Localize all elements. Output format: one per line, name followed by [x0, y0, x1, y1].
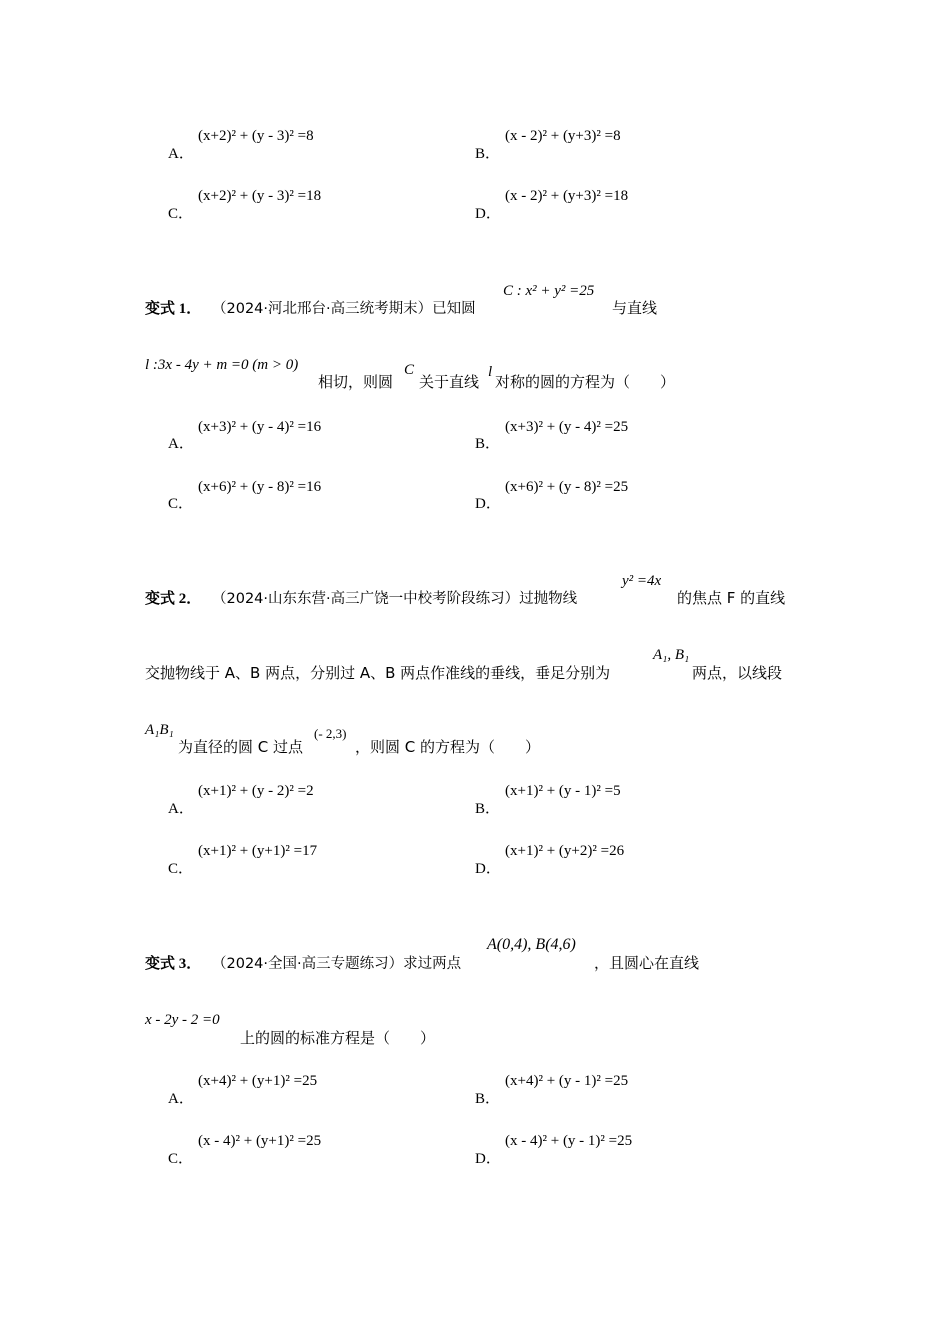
question-text: 上的圆的标准方程是（ ） — [240, 1029, 436, 1047]
option-formula: (x+3)² + (y - 4)² =16 — [198, 419, 322, 435]
option-label: C． — [168, 1151, 194, 1167]
option-label: D． — [475, 861, 501, 877]
option-formula: (x - 4)² + (y+1)² =25 — [198, 1133, 322, 1149]
parabola-equation: y² =4x — [622, 573, 662, 589]
option-label: D． — [475, 496, 501, 512]
option-label: B． — [475, 146, 501, 162]
points-ab: A(0,4), B(4,6) — [487, 936, 576, 953]
symbol-l: l — [488, 364, 493, 380]
option-formula: (x+2)² + (y - 3)² =18 — [198, 188, 322, 204]
option-formula: (x+1)² + (y+1)² =17 — [198, 843, 318, 859]
question-text: 交抛物线于 A、B 两点，分别过 A、B 两点作准线的垂线，垂足分别为 — [145, 664, 611, 682]
option-formula: (x+4)² + (y+1)² =25 — [198, 1073, 318, 1089]
option-label: A． — [168, 436, 194, 452]
question-text: 两点，以线段 — [692, 664, 783, 682]
option-label: B． — [475, 436, 501, 452]
option-label: A． — [168, 1091, 194, 1107]
question-number: 变式 3． — [145, 956, 202, 972]
option-label: B． — [475, 1091, 501, 1107]
option-label: D． — [475, 1151, 501, 1167]
option-formula: (x - 4)² + (y - 1)² =25 — [505, 1133, 633, 1149]
question-number: 变式 1． — [145, 301, 202, 317]
option-label: A． — [168, 801, 194, 817]
option-formula: (x+1)² + (y+2)² =26 — [505, 843, 625, 859]
question-source: （2024·河北邢台·高三统考期末）已知圆 — [212, 301, 476, 317]
option-label: B． — [475, 801, 501, 817]
option-label: D． — [475, 206, 501, 222]
circle-equation: C : x² + y² =25 — [503, 283, 595, 299]
option-label: A． — [168, 146, 194, 162]
option-formula: (x+1)² + (y - 1)² =5 — [505, 783, 621, 799]
option-formula: (x+2)² + (y - 3)² =8 — [198, 128, 314, 144]
symbol-c: C — [404, 362, 415, 378]
question-text: 的焦点 F 的直线 — [677, 589, 786, 607]
option-label: C． — [168, 496, 194, 512]
question-text: 关于直线 — [419, 373, 480, 391]
line-equation: l :3x - 4y + m =0 (m > 0) — [145, 357, 299, 373]
segment-a1b1: A₁B₁ — [145, 722, 174, 738]
option-formula: (x+6)² + (y - 8)² =25 — [505, 479, 629, 495]
question-source: （2024·全国·高三专题练习）求过两点 — [212, 956, 462, 972]
question-text: 与直线 — [612, 299, 658, 317]
line-equation: x - 2y - 2 =0 — [145, 1012, 220, 1028]
question-text: 相切，则圆 — [318, 373, 394, 391]
points-a1b1: A₁, B₁ — [653, 647, 690, 663]
question-text: 对称的圆的方程为（ ） — [495, 373, 676, 391]
question-text: ，则圆 C 的方程为（ ） — [355, 738, 541, 756]
option-formula: (x+1)² + (y - 2)² =2 — [198, 783, 314, 799]
option-label: C． — [168, 861, 194, 877]
question-source: （2024·山东东营·高三广饶一中校考阶段练习）过抛物线 — [212, 591, 578, 607]
option-formula: (x - 2)² + (y+3)² =8 — [505, 128, 621, 144]
question-text: 为直径的圆 C 过点 — [178, 738, 304, 756]
option-formula: (x - 2)² + (y+3)² =18 — [505, 188, 629, 204]
option-formula: (x+4)² + (y - 1)² =25 — [505, 1073, 629, 1089]
point-coords: (- 2,3) — [314, 726, 347, 741]
option-formula: (x+6)² + (y - 8)² =16 — [198, 479, 322, 495]
question-number: 变式 2． — [145, 591, 202, 607]
option-formula: (x+3)² + (y - 4)² =25 — [505, 419, 629, 435]
option-label: C． — [168, 206, 194, 222]
question-text: ，且圆心在直线 — [594, 954, 700, 972]
